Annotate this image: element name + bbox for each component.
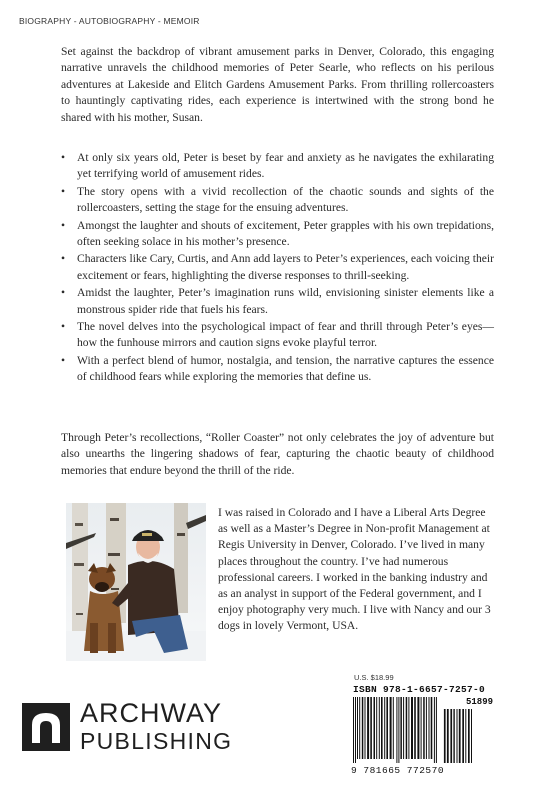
list-item xyxy=(61,251,494,284)
author-photo xyxy=(66,503,206,661)
publisher-logo-icon xyxy=(22,703,70,751)
ean-digits: 9 781665 772570 xyxy=(351,765,445,776)
barcode-bar xyxy=(426,697,427,759)
intro-paragraph: Set against the backdrop of vibrant amusement parks in Denver, Colorado, this engaging narrative unravels the childhood memories of Peter Searle, who reflects on his perilous adventures at Lakeside and Elitch Gardens Amusement Parks. From thrilling rollercoasters to hauntingly captivating rides, each experience is intertwined with the strong bond he shared with his mother, Susan. xyxy=(61,45,494,124)
genre-label: BIOGRAPHY - AUTOBIOGRAPHY - MEMOIR xyxy=(19,16,200,26)
bullet-text: With a perfect blend of humor, nostalgia, and tension, the narrative captures the essence of childhood fears while exploring the memories that define us. xyxy=(77,353,494,384)
bullet-dot: • xyxy=(61,320,66,334)
bullet-dot: • xyxy=(61,218,66,232)
ean-addon-digits: 51899 xyxy=(466,697,494,707)
publisher-name-line2: PUBLISHING xyxy=(80,728,233,754)
barcode-bar xyxy=(434,697,435,763)
bullet-dot: • xyxy=(61,184,66,198)
barcode-bar xyxy=(386,697,388,759)
barcode-bar xyxy=(365,697,366,759)
barcode-bar xyxy=(423,697,425,759)
barcode-bar xyxy=(447,709,449,763)
barcode-bar xyxy=(468,709,470,763)
barcode-bar xyxy=(459,709,461,763)
barcode-bar xyxy=(431,697,433,759)
bullet-text: Characters like Cary, Curtis, and Ann add layers to Peter’s experiences, each voicing their excitement or fears, highlighting the diverse responses to thrill-seeking. xyxy=(77,252,494,282)
barcode-bar xyxy=(396,697,397,763)
bullet-text: The novel delves into the psychological impact of fear and thrill through Peter’s eyes—how the funhouse mirrors and caution signs evoke playful terror. xyxy=(77,320,494,350)
barcode-bar xyxy=(462,709,464,763)
price-label: U.S. $18.99 xyxy=(354,673,394,682)
barcode-bar xyxy=(411,697,413,759)
barcode-bar xyxy=(421,697,422,759)
barcode-bar xyxy=(444,709,446,763)
barcode-bar xyxy=(457,709,458,763)
list-item xyxy=(61,285,494,318)
barcode-bar xyxy=(408,697,409,759)
barcode-bar xyxy=(355,697,356,763)
barcode-bar xyxy=(374,697,376,759)
list-item xyxy=(61,353,494,386)
barcode-bars xyxy=(351,697,499,765)
barcode-bar xyxy=(393,697,394,759)
barcode-bar xyxy=(414,697,416,759)
barcode-bar xyxy=(390,697,392,759)
barcode-bar xyxy=(465,709,466,763)
isbn-label: ISBN 978-1-6657-7257-0 xyxy=(353,684,486,695)
list-item xyxy=(61,184,494,217)
barcode-bar xyxy=(471,709,472,763)
bullet-list xyxy=(61,150,494,387)
barcode-bar xyxy=(384,697,385,759)
barcode-bar xyxy=(400,697,402,759)
barcode-bar xyxy=(453,709,454,763)
barcode-bar xyxy=(353,697,354,763)
barcode-bar xyxy=(398,697,399,763)
author-bio: I was raised in Colorado and I have a Liberal Arts Degree as well as a Master’s Degree in Non-profit Management at Regis University in Denver, Colorado. I’ve lived in many places throughout the country. I’ve had numerous professional careers. I worked in the banking industry and as an analyst in support of the Federal government, and I enjoy photography very much. I live with Nancy and our 3 dogs in lovely Vermont, USA. xyxy=(218,506,491,633)
bullet-text: At only six years old, Peter is beset by fear and anxiety as he navigates the exhilarating yet terrifying world of amusement rides. xyxy=(77,151,494,181)
barcode-bar xyxy=(406,697,408,759)
barcode-bar xyxy=(450,709,452,763)
list-item xyxy=(61,218,494,251)
barcode-bar xyxy=(376,697,377,759)
barcode-bar xyxy=(436,697,437,763)
publisher-logo-text xyxy=(80,699,232,755)
bullet-text: Amongst the laughter and shouts of excitement, Peter grapples with his own trepidations, often seeking solace in his mother’s presence. xyxy=(77,218,494,249)
publisher-name-line1: ARCHWAY xyxy=(80,698,222,728)
barcode-bar xyxy=(362,697,364,759)
barcode-bar xyxy=(370,697,372,759)
barcode-bar xyxy=(357,697,358,759)
bullet-dot: • xyxy=(61,151,66,164)
list-item xyxy=(61,319,494,352)
barcode-bar xyxy=(403,697,404,759)
barcode-bar xyxy=(359,697,360,759)
closing-paragraph: Through Peter’s recollections, “Roller Coaster” not only celebrates the joy of adventure but also unearths the lingering shadows of fear, capturing the chaotic beauty of childhood memories that endure beyond the thrill of the ride. xyxy=(61,431,494,477)
barcode-bar xyxy=(417,697,419,759)
barcode-bar xyxy=(367,697,369,759)
barcode-bar xyxy=(381,697,383,759)
bullet-dot: • xyxy=(61,353,66,367)
bullet-dot: • xyxy=(61,286,66,300)
barcode-bar xyxy=(429,697,430,759)
bullet-text: Amidst the laughter, Peter’s imagination runs wild, envisioning sinister elements like a monstrous spider ride that fuels his fears. xyxy=(77,286,494,316)
list-item xyxy=(61,150,494,183)
bullet-dot: • xyxy=(61,252,66,266)
barcode-bar xyxy=(379,697,380,759)
bullet-text: The story opens with a vivid recollection of the chaotic sounds and sights of the rollercoasters, setting the stage for the ensuing adventures. xyxy=(77,184,494,215)
